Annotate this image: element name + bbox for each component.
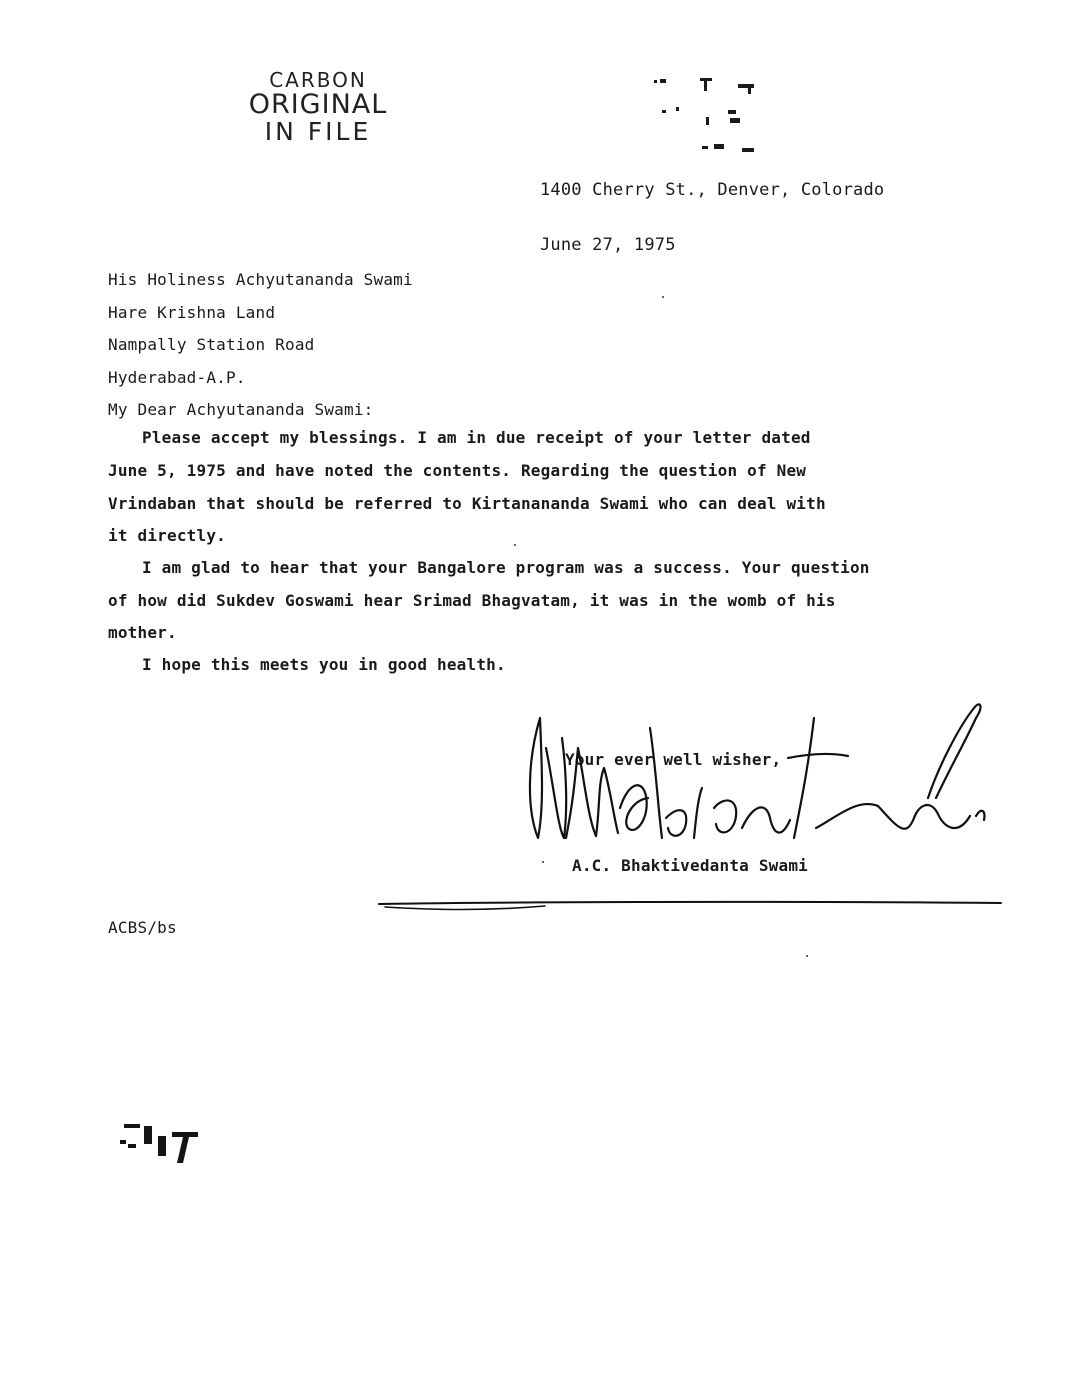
closing-line: Your ever well wisher,: [565, 750, 782, 769]
carbon-original-stamp: [238, 70, 398, 146]
speck: [806, 955, 808, 957]
salutation: My Dear Achyutananda Swami:: [108, 400, 374, 419]
speck: [662, 296, 664, 298]
stamp-line-in-file: IN FILE: [264, 117, 372, 147]
recipient-line-organization: Hare Krishna Land: [108, 303, 276, 322]
archive-marks: [648, 72, 778, 162]
body-paragraph-1-line-4: it directly.: [108, 526, 226, 545]
stamp-line-carbon: CARBON: [269, 68, 367, 92]
letter-date: June 27, 1975: [540, 235, 676, 255]
body-paragraph-2-line-1: I am glad to hear that your Bangalore program was a success. Your question: [142, 558, 870, 577]
body-paragraph-3-line-1: I hope this meets you in good health.: [142, 655, 506, 674]
page-number-mark: [118, 1118, 208, 1166]
body-paragraph-2-line-2: of how did Sukdev Goswami hear Srimad Bhagvatam, it was in the womb of his: [108, 591, 836, 610]
signatory-name: A.C. Bhaktivedanta Swami: [572, 856, 808, 875]
signature-underline: [375, 892, 1005, 916]
body-paragraph-2-line-3: mother.: [108, 623, 177, 642]
body-paragraph-1-line-2: June 5, 1975 and have noted the contents. Regarding the question of New: [108, 461, 807, 480]
recipient-line-city: Hyderabad-A.P.: [108, 368, 246, 387]
handwritten-signature: [518, 688, 998, 868]
stamp-line-original: ORIGINAL: [248, 89, 388, 120]
speck: [542, 861, 544, 863]
speck: [514, 544, 516, 546]
sender-address: 1400 Cherry St., Denver, Colorado: [540, 180, 885, 200]
typist-initials: ACBS/bs: [108, 918, 177, 937]
body-paragraph-1-line-1: Please accept my blessings. I am in due receipt of your letter dated: [142, 428, 811, 447]
recipient-line-name: His Holiness Achyutananda Swami: [108, 270, 413, 289]
body-paragraph-1-line-3: Vrindaban that should be referred to Kirtanananda Swami who can deal with: [108, 494, 826, 513]
recipient-line-street: Nampally Station Road: [108, 335, 315, 354]
